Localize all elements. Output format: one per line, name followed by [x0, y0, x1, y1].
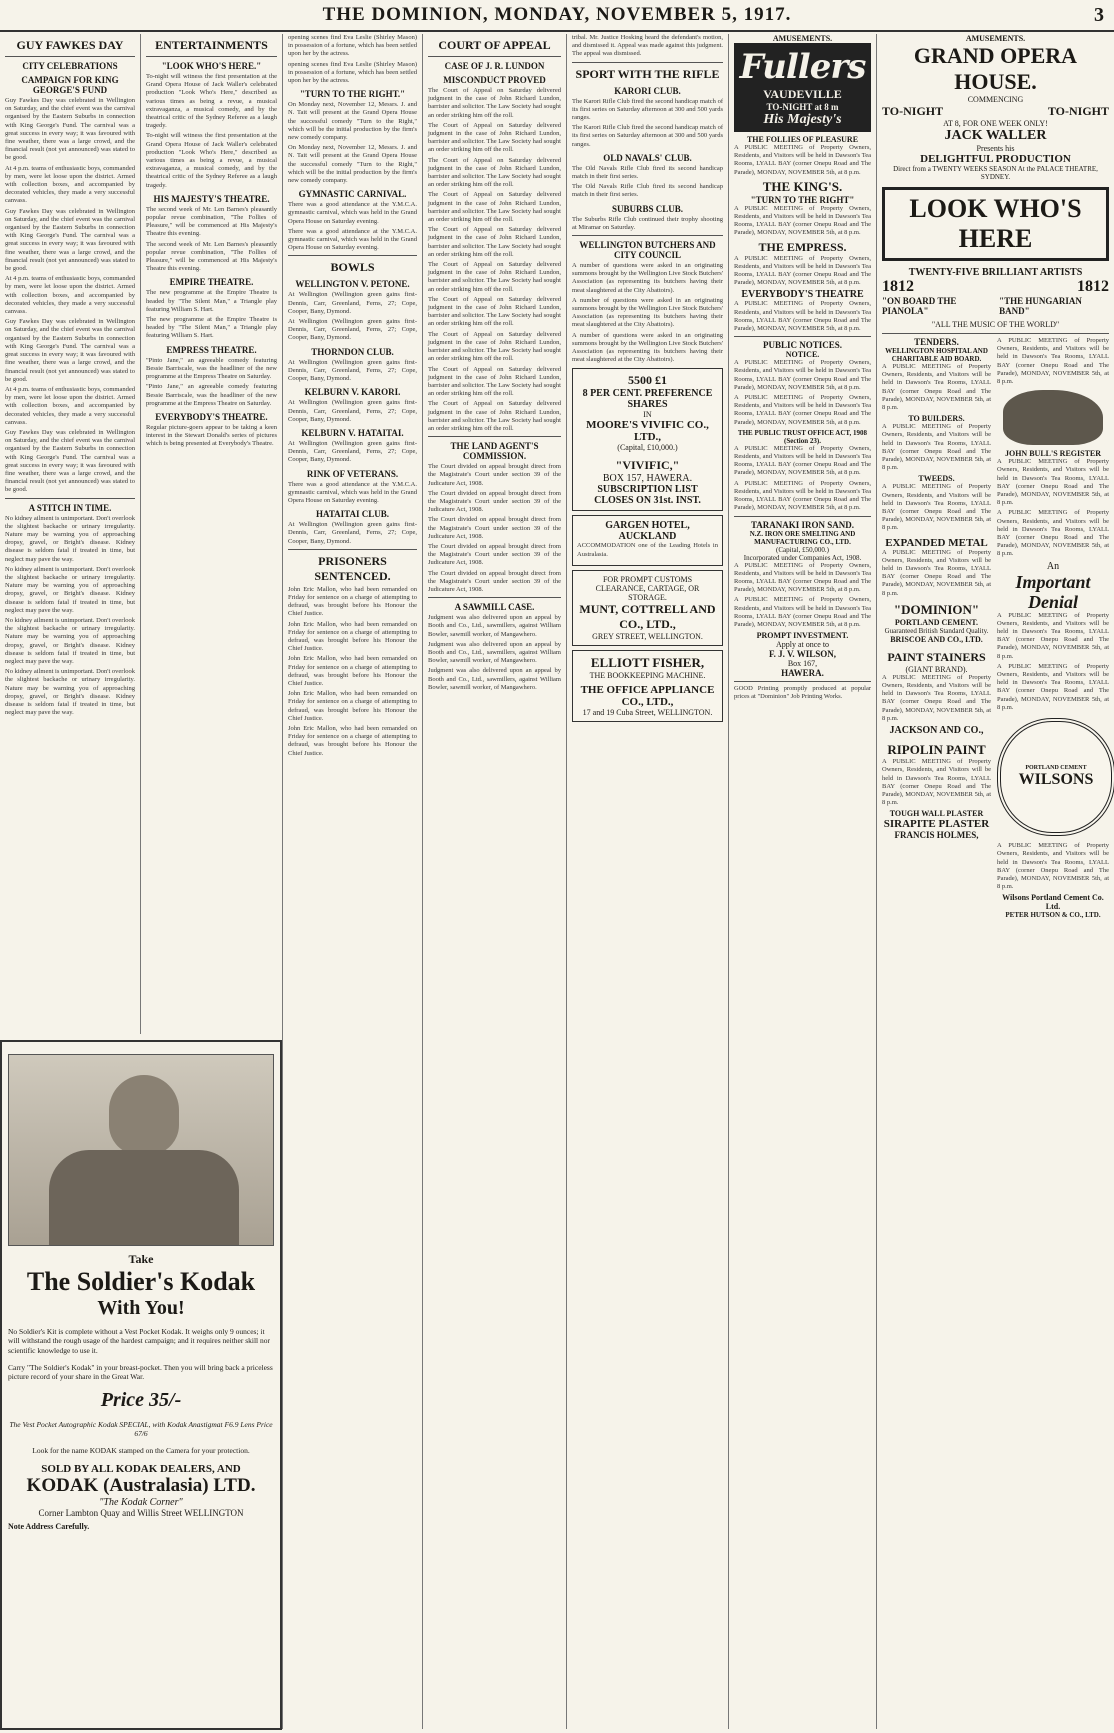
article-text: The Court of Appeal on Saturday delivered judgment in the case of John Richard Lundon, barrister and solicitor. The Law Society had sought an order striking him off the roll. — [428, 156, 561, 189]
article-text: To-night will witness the first presentation at the Grand Opera House of Jack Waller's celebrated production "Look Who's Here," described as various times as being a revue, a musical extravaganza, a musical comedy, and by the theatrical critic of the Sydney Referee as a laugh tragedy. — [146, 73, 277, 130]
article-text: Regular picture-goers appear to be taking a keen interest in the Stewart Donald's series of pictures which is being presented at Everybody's Theatre. — [146, 423, 277, 448]
apply-text: Apply at once to — [775, 640, 830, 650]
seal-wilsons: WILSONS — [1018, 771, 1094, 789]
soldier-body-shape — [49, 1150, 239, 1245]
rule — [572, 235, 723, 236]
article-text: The new programme at the Empire Theatre is headed by "The Silent Man," a Triangle play featuring William S. Hart. — [146, 316, 277, 340]
tonight-left: TO-NIGHT — [882, 104, 944, 118]
headline-prisoners: PRISONERS SENTENCED. — [314, 553, 391, 583]
bulldog-illustration — [1003, 390, 1103, 445]
amusements-heading: AMUSEMENTS. — [965, 34, 1026, 43]
rule — [734, 336, 871, 337]
paint-stainers: PAINT STAINERS — [887, 649, 986, 664]
builders-heading: TO BUILDERS. — [908, 414, 965, 424]
kodak-text: No Soldier's Kit is complete without a Vest Pocket Kodak. It weighs only 9 ounces; it will withstand the rough usage of the hardest campaign; and it requires neither skill nor scientific knowledge to use it. — [8, 1326, 271, 1355]
article-text: The second week of Mr. Len Barnes's pleasantly popular revue combination, "The Follies of Pleasure," will be commenced at His Majesty's Theatre this evening. — [146, 205, 277, 238]
fisher-machine: THE BOOKKEEPING MACHINE. — [589, 670, 706, 680]
article-text: There was a good attendance at the Y.M.C.A. gymnastic carnival, which was held in the Grand Opera House on Saturday evening. — [288, 480, 417, 504]
article-text: "Pinto Jane," an agreeable comedy featuring Bessie Barriscale, was the headliner of the new programme at the Empress Theatre on Saturday. — [146, 356, 277, 381]
article-text: A PUBLIC MEETING of Property Owners, Residents, and Visitors will be held in Dawson's Tea Rooms, LYALL BAY (corner Onepu Road and The Parade), MONDAY, NOVEMBER 5th, at 8 p.m. — [734, 596, 871, 628]
article-text: At Wellington (Wellington green gains first-Dennis, Carr, Greenland, Ferns, 27; Cope, Cooper, Bany, Dymond. — [288, 521, 417, 545]
guaranteed: Guaranteed British Standard Quality. — [884, 626, 989, 635]
music-line: "ALL THE MUSIC OF THE WORLD" — [931, 320, 1060, 329]
subhead-empress: EMPRESS THEATRE. — [166, 344, 257, 355]
article-text: John Eric Mallon, who had been remanded on Friday for sentence on a charge of attempting to defraud, was brought before his Honour the Chief Justice. — [288, 690, 417, 722]
hotel-name: GARGEN HOTEL, AUCKLAND — [605, 520, 690, 543]
tonight-right: TO-NIGHT — [1047, 104, 1109, 118]
article-text: A PUBLIC MEETING of Property Owners, Residents, and Visitors will be held in Dawson's Tea Rooms, LYALL BAY (corner Onepu Road and The Parade), MONDAY, NOVEMBER 5th, at 8 p.m. — [997, 458, 1109, 507]
article-text: A PUBLIC MEETING of Property Owners, Residents, and Visitors will be held in Dawson's Tea Rooms, LYALL BAY (corner Onepu Road and The Parade), MONDAY, NOVEMBER 5th, at 8 p.m. — [882, 483, 991, 532]
francis-holmes: FRANCIS HOLMES, — [894, 830, 979, 841]
page-number: 3 — [1094, 4, 1104, 26]
article-text: A PUBLIC MEETING of Property Owners, Residents, and Visitors will be held in Dawson's Tea Rooms, LYALL BAY (corner Onepu Road and The Parade), MONDAY, NOVEMBER 5th, at 8 p.m. — [734, 144, 871, 176]
article-text: A number of questions were asked in an originating summons brought by the Wellington Live Stock Butchers' Association (as representing its butchers having their meat slaughtered at the City Abattoirs). — [572, 296, 723, 329]
article-text: A PUBLIC MEETING of Property Owners, Residents, and Visitors will be held in Dawson's Tea Rooms, LYALL BAY (corner Onepu Road and The Parade), MONDAY, NOVEMBER 5th, at 8 p.m. — [734, 204, 871, 237]
col7-right — [997, 337, 1109, 919]
rule — [734, 681, 871, 682]
article-text: At Wellington (Wellington green gains first-Dennis, Carr, Greenland, Ferns, 27; Cope, Cooper, Bany, Dymond. — [288, 358, 417, 383]
peter-hutson: PETER HUTSON & CO., LTD. — [1005, 911, 1101, 920]
article-text: A PUBLIC MEETING of Property Owners, Residents, and Visitors will be held in Dawson's Tea Rooms, LYALL BAY (corner Onepu Road and The Parade), MONDAY, NOVEMBER 5th, at 8 p.m. — [734, 561, 871, 594]
soldier-illustration — [8, 1054, 274, 1246]
kodak-note: Note Address Carefully. — [8, 1522, 90, 1531]
article-text: A PUBLIC MEETING of Property Owners, Residents, and Visitors will be held in Dawson's Tea Rooms, LYALL BAY (corner Onepu Road and The Parade), MONDAY, NOVEMBER 5th, at 8 p.m. — [882, 363, 991, 412]
article-text: A PUBLIC MEETING of Property Owners, Residents, and Visitors will be held in Dawson's Tea Rooms, LYALL BAY (corner Onepu Road and The Parade), MONDAY, NOVEMBER 5th, at 8 p.m. — [882, 548, 991, 597]
article-text: Guy Fawkes Day was celebrated in Wellington on Saturday, and the chief event was the carnival organised by the Eastern Suburbs in connection with King George's Fund. The carnival was a great success in every way; it was favoured with fine weather, there was a large crowd, and the financial result (not yet announced) was stated to be good. — [5, 318, 135, 383]
article-text: The Court divided on appeal brought direct from the Magistrate's Court under section 39 of the Judicature Act, 1908. — [428, 489, 561, 514]
article-text: A PUBLIC MEETING of Property Owners, Residents, and Visitors will be held in Dawson's Tea Rooms, LYALL BAY (corner Onepu Road and The Parade), MONDAY, NOVEMBER 5th, at 8 p.m. — [734, 300, 871, 333]
rule — [288, 549, 417, 550]
article-text: A PUBLIC MEETING of Property Owners, Residents, and Visitors will be held in Dawson's Tea Rooms, LYALL BAY (corner Onepu Road and The Parade), MONDAY, NOVEMBER 5th, at 8 p.m. — [734, 394, 871, 426]
article-text: The Court of Appeal on Saturday delivered judgment in the case of John Richard Lundon, barrister and solicitor. The Law Society had sought an order striking him off the roll. — [428, 121, 561, 154]
headline-guy-fawkes: GUY FAWKES DAY — [16, 38, 124, 52]
kodak-advertisement — [0, 1040, 282, 1730]
article-text: No kidney ailment is unimportant. Don't overlook the slightest backache or urinary irregularity. Nature may be warning you of approaching dropsy, gravel, or Bright's disease. Kidney disease is seldom fatal if treated in time, but neglect may pave the way. — [5, 668, 135, 717]
article-text: The Karori Rifle Club fired the second handicap match of its first series on Saturday afternoon at 300 and 500 yards ranges. — [572, 97, 723, 122]
article-text: The Court divided on appeal brought direct from the Magistrate's Court under section 39 of the Judicature Act, 1908. — [428, 516, 561, 540]
article-text: At 4 p.m. teams of enthusiastic boys, commanded by men, were let loose upon the district. Armed with collection boxes, and accompanied by decorated vehicles, they made a very successful canvass. — [5, 385, 135, 426]
column-6 — [728, 34, 876, 1729]
vivific-name: "VIVIFIC," — [615, 458, 680, 473]
jack-waller: JACK WALLER — [944, 128, 1047, 143]
hotel-ad — [572, 515, 723, 565]
subhead-sawmill: A SAWMILL CASE. — [454, 602, 535, 613]
headline-bowls: BOWLS — [330, 260, 375, 275]
giant-brand: (GIANT BRAND). — [905, 664, 968, 674]
customs-firm: MUNT, COTTRELL AND CO., LTD., — [579, 601, 716, 631]
subhead-stitch: A STITCH IN TIME. — [28, 502, 112, 513]
article-text: "Pinto Jane," an agreeable comedy featuring Bessie Barriscale, was the headliner of the new programme at the Empress Theatre on Saturday. — [146, 383, 277, 407]
sirapite-plaster: SIRAPITE PLASTER — [883, 818, 990, 831]
article-text: At Wellington (Wellington green gains first-Dennis, Carr, Greenland, Ferns, 27; Cope, Cooper, Bany, Dymond. — [288, 439, 417, 464]
rule — [428, 56, 561, 57]
notice-heading: NOTICE. — [785, 350, 820, 360]
article-text: A PUBLIC MEETING of Property Owners, Residents, and Visitors will be held in Dawson's Tea Rooms, LYALL BAY (corner Onepu Road and The Parade), MONDAY, NOVEMBER 5th, at 8 p.m. — [997, 842, 1109, 891]
kodak-firm: KODAK (Australasia) LTD. — [26, 1475, 256, 1496]
article-text: No kidney ailment is unimportant. Don't overlook the slightest backache or urinary irregularity. Nature may be warning you of approaching dropsy, gravel, or Bright's disease. Kidney disease is seldom fatal if treated in time, but neglect may pave the way. — [5, 514, 135, 563]
rule — [428, 436, 561, 437]
customs-address: GREY STREET, WELLINGTON. — [592, 631, 703, 641]
article-text: At Wellington (Wellington green gains first-Dennis, Carr, Greenland, Ferns, 27; Cope, Cooper, Bany, Dymond. — [288, 318, 417, 342]
subhead-campaign: CAMPAIGN FOR KING GEORGE'S FUND — [21, 75, 119, 95]
masthead-title: THE DOMINION, MONDAY, NOVEMBER 5, 1917. — [322, 4, 792, 25]
year-right: 1812 — [1077, 278, 1109, 295]
article-text: There was a good attendance at the Y.M.C.A. gymnastic carnival, which was held in the Grand Opera House on Saturday evening. — [288, 201, 417, 225]
article-text: A PUBLIC MEETING of Property Owners, Residents, and Visitors will be held in Dawson's Tea Rooms, LYALL BAY (corner Onepu Road and The Parade), MONDAY, NOVEMBER 5th, at 8 p.m. — [882, 423, 991, 472]
column-7 — [876, 34, 1114, 1729]
article-text: The Suburbs Rifle Club continued their trophy shooting at Miramar on Saturday. — [572, 215, 723, 231]
headline-rifle: SPORT WITH THE RIFLE — [575, 66, 720, 81]
subhead-city: CITY CELEBRATIONS — [22, 61, 118, 71]
soldier-head-shape — [109, 1075, 179, 1155]
article-text: To-night will witness the first presentation at the Grand Opera House of Jack Waller's celebrated production "Look Who's Here," described as various times as being a revue, a musical extravaganza, a musical comedy, and by the theatrical critic of the Sydney Referee as a laugh tragedy. — [146, 132, 277, 189]
kodak-text: Carry "The Soldier's Kodak" in your breast-pocket. Then you will bring back a priceless picture record of your share in the Great War. — [8, 1362, 273, 1381]
vivific-capital: (Capital, £10,000.) — [617, 443, 678, 453]
article-text: A number of questions were asked in an originating summons brought by the Wellington Live Stock Butchers' Association (as representing its butchers having their meat slaughtered at the City Abattoirs). — [572, 262, 723, 294]
rule — [572, 62, 723, 63]
kodak-price: Price 35/- — [100, 1389, 182, 1411]
headline-entertainments: ENTERTAINMENTS — [155, 38, 268, 52]
article-text: A PUBLIC MEETING of Property Owners, Residents, and Visitors will be held in Dawson's Tea Rooms, LYALL BAY (corner Onepu Road and The Parade), MONDAY, NOVEMBER 5th, at 8 p.m. — [882, 673, 991, 722]
iron-incorporated: Incorporated under Companies Act, 1908. — [743, 553, 862, 562]
iron-capital: (Capital, £50,000.) — [776, 545, 829, 554]
col7-split — [882, 337, 1109, 919]
amusements-heading: AMUSEMENTS. — [772, 34, 833, 43]
kodak-look-for: Look for the name KODAK stamped on the Camera for your protection. — [32, 1446, 250, 1455]
rule — [288, 255, 417, 256]
fisher-name: ELLIOTT FISHER, — [590, 654, 705, 670]
public-notices-heading: PUBLIC NOTICES. — [762, 340, 843, 351]
subhead-land-agent: THE LAND AGENT'S COMMISSION. — [450, 441, 539, 462]
article-text: There was a good attendance at the Y.M.C.A. gymnastic carnival, which was held in the Grand Opera House on Saturday evening. — [288, 227, 417, 252]
subhead-misconduct: MISCONDUCT PROVED — [443, 75, 546, 85]
article-text: The Court of Appeal on Saturday delivered judgment in the case of John Richard Lundon, barrister and solicitor. The Law Society had sought an order striking him off the roll. — [428, 365, 561, 398]
fullers-vaudeville: VAUDEVILLE — [763, 87, 842, 101]
article-text: Judgment was also delivered upon an appeal by Booth and Co., Ltd., sawmillers, against William Bowler, sawmill worker, of Mangawhero. — [428, 667, 561, 691]
rule — [882, 333, 1109, 334]
article-text: The Court of Appeal on Saturday delivered judgment in the case of John Richard Lundon, barrister and solicitor. The Law Society had sought an order striking him off the roll. — [428, 87, 561, 119]
delightful-production: DELIGHTFUL PRODUCTION — [920, 153, 1071, 165]
article-text: A PUBLIC MEETING of Property Owners, Residents, and Visitors will be held in Dawson's Tea Rooms, LYALL BAY (corner Onepu Road and The Parade), MONDAY, NOVEMBER 5th, at 8 p.m. — [734, 444, 871, 477]
col7-left — [882, 337, 991, 919]
article-text: A PUBLIC MEETING of Property Owners, Residents, and Visitors will be held in Dawson's Tea Rooms, LYALL BAY (corner Onepu Road and The Parade), MONDAY, NOVEMBER 5th, at 8 p.m. — [997, 337, 1109, 386]
article-text: On Monday next, November 12, Messrs. J. and N. Tait will present at the Grand Opera House the successful comedy "Turn to the Right," which will be the initial production by the firm's new comedy company. — [288, 101, 417, 142]
seal-portland: PORTLAND CEMENT — [1025, 765, 1087, 772]
act-pianola: "ON BOARD THE PIANOLA" — [882, 296, 957, 316]
briscoe: BRISCOE AND CO., LTD. — [890, 634, 983, 644]
taranaki-heading: TARANAKI IRON SAND. — [750, 519, 855, 530]
article-text: tribal. Mr. Justice Hosking heard the defendant's motion, and dismissed it. Appeal was made against this judgment. The appeal was dismissed. — [572, 34, 723, 58]
article-text: At Wellington (Wellington green gains first-Dennis, Carr, Greenland, Ferns, 27; Cope, Cooper, Bany, Dymond. — [288, 399, 417, 423]
article-text: Judgment was also delivered upon an appeal by Booth and Co., Ltd., sawmillers, against William Bowler, sawmill worker, of Mangawhero. — [428, 614, 561, 638]
kodak-special: The Vest Pocket Autographic Kodak SPECIAL, with Kodak Anastigmat F6.9 Lens Price 67/6 — [9, 1419, 273, 1438]
article-text: No kidney ailment is unimportant. Don't overlook the slightest backache or urinary irregularity. Nature may be warning you of approaching dropsy, gravel, or Bright's disease. Kidney disease is seldom fatal if treated in time, but neglect may pave the way. — [5, 616, 135, 665]
article-text: On Monday next, November 12, Messrs. J. and N. Tait will present at the Grand Opera House the successful comedy "Turn to the Right," which will be the initial production by the firm's new comedy company. — [288, 144, 417, 185]
column-2 — [140, 34, 282, 1034]
article-text: John Eric Mallon, who had been remanded on Friday for sentence on a charge of attempting to defraud, was brought before his Honour the Chief Justice. — [288, 724, 417, 757]
article-text: A PUBLIC MEETING of Property Owners, Residents, and Visitors will be held in Dawson's Tea Rooms, LYALL BAY (corner Onepu Road and The Parade), MONDAY, NOVEMBER 5th, at 8 p.m. — [997, 611, 1109, 660]
elliott-fisher-ad — [572, 650, 723, 722]
subhead-old-navals: OLD NAVALS' CLUB. — [603, 152, 692, 163]
vivific-pref: 8 PER CENT. PREFERENCE SHARES — [582, 388, 713, 411]
article-text: The Old Navals Rifle Club fired its second handicap match in their first series. — [572, 164, 723, 181]
subhead-his-majestys: HIS MAJESTY'S THEATRE. — [153, 193, 270, 204]
column-1 — [0, 34, 140, 1034]
article-text: John Eric Mallon, who had been remanded on Friday for sentence on a charge of attempting to defraud, was brought before his Honour the Chief Justice. — [288, 620, 417, 653]
kodak-take: Take — [128, 1252, 154, 1266]
one-week-text: AT 8, FOR ONE WEEK ONLY! — [943, 119, 1048, 128]
wilsons-company: Wilsons Portland Cement Co. Ltd. — [1002, 893, 1104, 912]
masthead — [0, 0, 1114, 32]
article-text: The Karori Rifle Club fired the second handicap match of its first series on Saturday afternoon at 300 and 500 yards ranges. — [572, 124, 723, 148]
printing-notice: GOOD Printing promptly produced at popular prices at "Dominion" Job Printing Works. — [734, 685, 871, 701]
article-text: Guy Fawkes Day was celebrated in Wellington on Saturday, and the chief event was the carnival organised by the Eastern Suburbs in connection with King George's Fund. The carnival was a great success in every way; it was favoured with fine weather, there was a large crowd, and the financial result (not yet announced) was stated to be good. — [5, 207, 135, 273]
rule — [5, 56, 135, 57]
subhead-karori-club: KARORI CLUB. — [614, 85, 681, 96]
wilson-town: HAWERA. — [781, 668, 824, 679]
column-3 — [282, 34, 422, 1729]
fullers-ad — [734, 43, 871, 132]
vivific-closes: SUBSCRIPTION LIST CLOSES ON 31st. INST. — [594, 484, 701, 507]
fullers-logo: Fullers — [739, 47, 866, 87]
commencing-text: COMMENCING — [967, 95, 1024, 104]
turn-title: "TURN TO THE RIGHT" — [750, 194, 855, 205]
kodak-sold-by: SOLD BY ALL KODAK DEALERS, AND — [41, 1463, 241, 1475]
act-hungarian: "THE HUNGARIAN BAND" — [999, 296, 1082, 316]
article-text: The Court of Appeal on Saturday delivered judgment in the case of John Richard Lundon, barrister and solicitor. The Law Society had sought an order striking him off the roll. — [428, 191, 561, 224]
column-4 — [422, 34, 566, 1729]
kodak-corner: "The Kodak Corner" — [99, 1497, 183, 1508]
article-text: A number of questions were asked in an originating summons brought by the Wellington Live Stock Butchers' Association (as representing its butchers having their meat slaughtered at the City Abattoirs). — [572, 331, 723, 364]
vivific-shares: 5500 £1 — [628, 373, 667, 388]
look-whos-here-banner: LOOK WHO'S HERE — [882, 187, 1109, 261]
subhead-hataitai: KELBURN V. HATAITAI. — [301, 427, 404, 438]
subhead-karori: KELBURN V. KARORI. — [304, 387, 401, 398]
tough-plaster: TOUGH WALL PLASTER — [889, 809, 984, 819]
subhead-lundon: CASE OF J. R. LUNDON — [444, 61, 545, 71]
acts-row — [882, 296, 1109, 316]
customs-ad — [572, 570, 723, 646]
article-text: A PUBLIC MEETING of Property Owners, Residents, and Visitors will be held in Dawson's Tea Rooms, LYALL BAY (corner Onepu Road and The Parade), MONDAY, NOVEMBER 5th, at 8 p.m. — [734, 479, 871, 512]
article-text: No kidney ailment is unimportant. Don't overlook the slightest backache or urinary irregularity. Nature may be warning you of approaching dropsy, gravel, or Bright's disease. Kidney disease is seldom fatal if treated in time, but neglect may pave the way. — [5, 565, 135, 614]
hotel-text: ACCOMMODATION one of the Leading Hotels in Australasia. — [577, 542, 718, 558]
article-text: The Court of Appeal on Saturday delivered judgment in the case of John Richard Lundon, barrister and solicitor. The Law Society had sought an order striking him off the roll. — [428, 261, 561, 293]
fullers-his-majestys: His Majesty's — [763, 112, 842, 127]
kodak-with-you: With You! — [97, 1297, 185, 1319]
rule — [428, 597, 561, 598]
article-text: The new programme at the Empire Theatre is headed by "The Silent Man," a Triangle play featuring William S. Hart. — [146, 289, 277, 313]
article-text: The Old Navals Rifle Club fired its second handicap match in their first series. — [572, 183, 723, 199]
subhead-everybodys: EVERYBODY'S THEATRE. — [155, 411, 268, 422]
subhead-gymnastic: GYMNASTIC CARNIVAL. — [298, 189, 407, 200]
article-text: The Court divided on appeal brought direct from the Magistrate's Court under section 39 of the Judicature Act, 1908. — [428, 569, 561, 593]
an-text: An — [1046, 560, 1060, 572]
fisher-company: THE OFFICE APPLIANCE CO., LTD., — [580, 683, 715, 708]
direct-from: Direct from a TWENTY WEEKS SEASON At the PALACE THEATRE, SYDNEY. — [893, 165, 1098, 181]
important-denial: Important Denial — [1015, 571, 1091, 612]
john-bulls-register: JOHN BULL'S REGISTER — [1004, 449, 1102, 459]
expanded-metal: EXPANDED METAL — [885, 536, 988, 549]
everybody-title: EVERYBODY'S THEATRE — [741, 289, 864, 301]
nz-iron-company: N.Z. IRON ORE SMELTING AND MANUFACTURING CO., LTD. — [749, 529, 856, 546]
article-text: A PUBLIC MEETING of Property Owners, Residents, and Visitors will be held in Dawson's Tea Rooms, LYALL BAY (corner Onepu Road and The Parade), MONDAY, NOVEMBER 5th, at 8 p.m. — [734, 254, 871, 287]
trust-heading: THE PUBLIC TRUST OFFICE ACT, 1908 (Section 23). — [737, 428, 868, 445]
rule — [5, 498, 135, 499]
wilsons-seal — [997, 718, 1114, 836]
subhead-empire: EMPIRE THEATRE. — [169, 277, 254, 288]
presents-text: Presents his — [976, 144, 1015, 153]
hospital-board: WELLINGTON HOSPITAL AND CHARITABLE AID BOARD. — [885, 347, 988, 363]
fullers-tonight: TO-NIGHT at 8 m — [766, 102, 839, 112]
subhead-veterans: RINK OF VETERANS. — [306, 468, 399, 479]
subhead-petone: WELLINGTON V. PETONE. — [295, 279, 410, 290]
subhead-butchers: WELLINGTON BUTCHERS AND CITY COUNCIL — [579, 240, 716, 261]
article-text: The Court of Appeal on Saturday delivered judgment in the case of John Richard Lundon, barrister and solicitor. The Law Society had sought an order striking him off the roll. — [428, 400, 561, 432]
article-text: A PUBLIC MEETING of Property Owners, Residents, and Visitors will be held in Dawson's Tea Rooms, LYALL BAY (corner Onepu Road and The Parade), MONDAY, NOVEMBER 5th, at 8 p.m. — [882, 758, 991, 807]
article-text: A PUBLIC MEETING of Property Owners, Residents, and Visitors will be held in Dawson's Tea Rooms, LYALL BAY (corner Onepu Road and The Parade), MONDAY, NOVEMBER 5th, at 8 p.m. — [997, 509, 1109, 558]
fisher-address: 17 and 19 Cuba Street, WELLINGTON. — [582, 707, 713, 717]
article-text: Guy Fawkes Day was celebrated in Wellington on Saturday, and the chief event was the carnival organised by the Eastern Suburbs in connection with King George's Fund. The carnival was a great success in every way; it was favoured with fine weather, there was a large crowd, and the financial result (not yet announced) was stated to be good. — [5, 97, 135, 162]
customs-text: FOR PROMPT CUSTOMS CLEARANCE, CARTAGE, OR STORAGE. — [595, 574, 700, 602]
jackson-co: JACKSON AND CO., — [889, 725, 984, 737]
wilson-box: Box 167, — [787, 659, 818, 669]
article-text: The Court divided on appeal brought direct from the Magistrate's Court under section 39 of the Judicature Act, 1908. — [428, 542, 561, 567]
column-5 — [566, 34, 728, 1729]
article-text: John Eric Mallon, who had been remanded on Friday for sentence on a charge of attempting to defraud, was brought before his Honour the Chief Justice. — [288, 585, 417, 618]
dominion-cement: "DOMINION" — [893, 601, 980, 617]
article-text: At 4 p.m. teams of enthusiastic boys, commanded by men, were let loose upon the district. Armed with collection boxes, and accompanied by decorated vehicles, they made a very successful canvass. — [5, 164, 135, 205]
portland-cement: PORTLAND CEMENT. — [894, 617, 979, 627]
article-text: The Court of Appeal on Saturday delivered judgment in the case of John Richard Lundon, barrister and solicitor. The Law Society had sought an order striking him off the roll. — [428, 295, 561, 328]
tonight-row — [882, 104, 1109, 119]
article-text: The Court divided on appeal brought direct from the Magistrate's Court under section 39 of the Judicature Act, 1908. — [428, 463, 561, 487]
subhead-hataitai-club: HATAITAI CLUB. — [315, 509, 389, 520]
tenders-heading: TENDERS. — [914, 337, 959, 347]
subhead-thorndon: THORNDON CLUB. — [311, 346, 394, 357]
article-text: A PUBLIC MEETING of Property Owners, Residents, and Visitors will be held in Dawson's Tea Rooms, LYALL BAY (corner Onepu Road and The Parade), MONDAY, NOVEMBER 5th, at 8 p.m. — [734, 359, 871, 391]
subhead-look: "LOOK WHO'S HERE." — [161, 61, 262, 71]
article-text: At Wellington (Wellington green gains first-Dennis, Carr, Greenland, Ferns, 27; Cope, Cooper, Bany, Dymond. — [288, 291, 417, 315]
article-text: The second week of Mr. Len Barnes's pleasantly popular revue combination, "The Follies of Pleasure," will be commenced at His Majesty's Theatre this evening. — [146, 240, 277, 273]
article-text: Judgment was also delivered upon an appeal by Booth and Co., Ltd., sawmillers, against William Bowler, sawmill worker, of Mangawhero. — [428, 640, 561, 665]
article-text: The Court of Appeal on Saturday delivered judgment in the case of John Richard Lundon, barrister and solicitor. The Law Society had sought an order striking him off the roll. — [428, 226, 561, 258]
rule — [146, 56, 277, 57]
article-text: John Eric Mallon, who had been remanded on Friday for sentence on a charge of attempting to defraud, was brought before his Honour the Chief Justice. — [288, 655, 417, 687]
follies-title: THE FOLLIES OF PLEASURE — [746, 135, 859, 144]
year-row — [882, 278, 1109, 296]
kodak-headline: The Soldier's Kodak — [26, 1267, 256, 1296]
empress-title: THE EMPRESS. — [758, 239, 847, 254]
article-text: At 4 p.m. teams of enthusiastic boys, commanded by men, were let loose upon the district. Armed with collection boxes, and accompanied by decorated vehicles, they made a very successful canvass. — [5, 275, 135, 316]
article-text: A PUBLIC MEETING of Property Owners, Residents, and Visitors will be held in Dawson's Tea Rooms, LYALL BAY (corner Onepu Road and The Parade), MONDAY, NOVEMBER 5th, at 8 p.m. — [997, 662, 1109, 711]
kings-title: THE KING'S. — [762, 178, 843, 194]
subhead-suburbs: SUBURBS CLUB. — [611, 203, 684, 214]
artists-line: TWENTY-FIVE BRILLIANT ARTISTS — [908, 267, 1083, 278]
rule — [734, 516, 871, 517]
vivific-box: BOX 157, HAWERA. — [602, 473, 693, 485]
year-left: 1812 — [882, 278, 914, 295]
kodak-address: Corner Lambton Quay and Willis Street WELLINGTON — [38, 1508, 244, 1518]
ripolin-paint: RIPOLIN PAINT — [887, 742, 986, 758]
vivific-in: IN — [643, 410, 652, 420]
tweeds-heading: TWEEDS. — [918, 474, 955, 484]
wilson-name: F. J. V. WILSON, — [769, 649, 836, 660]
vivific-ad — [572, 368, 723, 511]
article-text: The Court of Appeal on Saturday delivered judgment in the case of John Richard Lundon, barrister and solicitor. The Law Society had sought an order striking him off the roll. — [428, 330, 561, 363]
headline-court: COURT OF APPEAL — [438, 38, 551, 52]
vivific-company: MOORE'S VIVIFIC CO., LTD., — [586, 419, 709, 444]
article-text: opening scenes find Eva Leslie (Shirley Mason) in possession of a fortune, which has been settled upon her by the actress. — [288, 60, 417, 85]
article-text: Guy Fawkes Day was celebrated in Wellington on Saturday, and the chief event was the carnival organised by the Eastern Suburbs in connection with King George's Fund. The carnival was a great success in every way; it was favoured with fine weather, there was a large crowd, and the financial result (not yet announced) was stated to be good. — [5, 428, 135, 494]
prompt-investment: PROMPT INVESTMENT. — [756, 631, 849, 641]
subhead-turn: "TURN TO THE RIGHT." — [299, 89, 406, 100]
grand-opera-title: GRAND OPERA HOUSE. — [913, 43, 1078, 94]
article-text: opening scenes find Eva Leslie (Shirley Mason) in possession of a fortune, which has been settled upon her by the actress. — [288, 34, 417, 58]
